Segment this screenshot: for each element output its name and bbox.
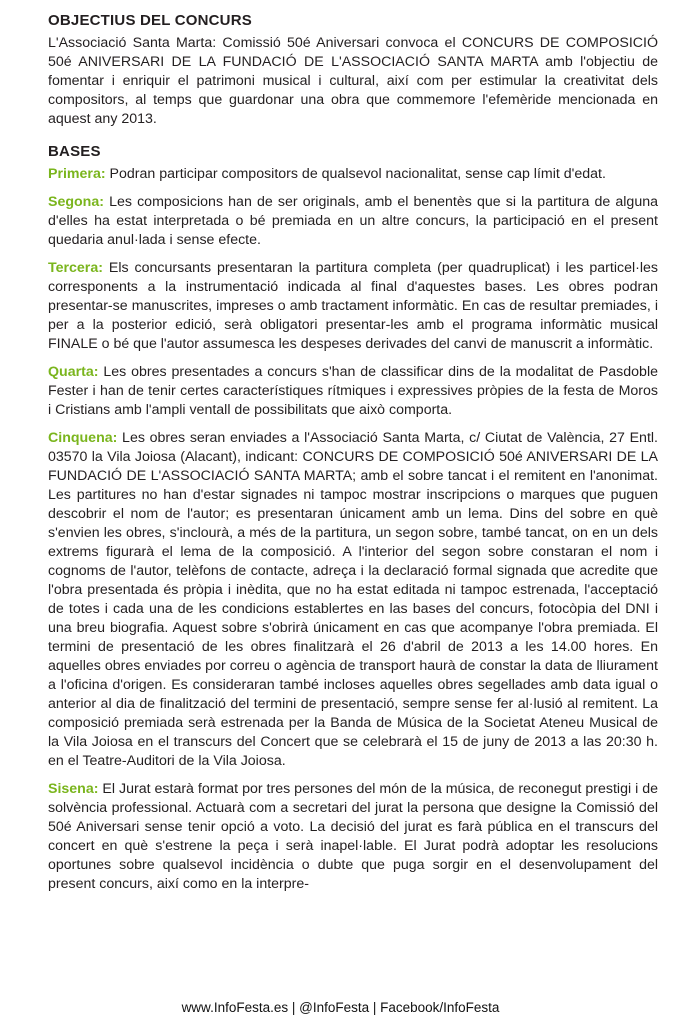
base-label: Primera: — [48, 166, 106, 182]
base-quarta — [48, 363, 658, 420]
base-label: Sisena: — [48, 781, 99, 797]
base-label: Quarta: — [48, 364, 99, 380]
base-label: Tercera: — [48, 260, 103, 276]
base-segona — [48, 193, 658, 250]
base-text: Els concursants presentaran la partitura completa (per quadruplicat) i les particel·les corresponents a la instrumentació indicada al final d'aquestes bases. Les obres podran presentar-se manuscrites, impreses o amb tractament informàtic. En cas de resultar premiades, i per a la posterior edició, serà obligatori presentar-les amb el programa informàtic musical FINALE o bé que l'autor assumesca les despeses derivades del canvi de manuscrit a informàtic. — [48, 260, 658, 352]
document-page — [48, 12, 658, 903]
base-text: Les composicions han de ser originals, amb el benentès que si la partitura de alguna d'elles ha estat interpretada o bé premiada en un altre concurs, la participació en el present quedaria anul·lada i sense efecte. — [48, 194, 658, 248]
base-label: Segona: — [48, 194, 104, 210]
base-text: Les obres seran enviades a l'Associació Santa Marta, c/ Ciutat de València, 27 Entl. 03570 la Vila Joiosa (Alacant), indicant: CONCURS DE COMPOSICIÓ 50é ANIVERSARI DE LA FUNDACIÓ DE L'ASSOCIACIÓ SANTA MARTA; amb el sobre tancat i el remitent en l'anonimat. Les partitures no han d'estar signades ni tampoc mostrar inscripcions o marques que puguen descobrir el nom de l'autor; es presentaran únicament amb un lema. Dins del sobre en què s'envien les obres, s'inclourà, a més de la partitura, un segon sobre, també tancat, on en un dels extrems figurarà el lema de la composició. A l'interior del segon sobre constaran el nom i cognoms de l'autor, telèfons de contacte, adreça i la declaració formal signada que acredite que l'obra presentada és pròpia i inèdita, que no ha estat editada ni tampoc estrenada, l'acceptació de totes i cada una de les condicions establertes en las bases del concurs, fotocòpia del DNI i una breu biografia. Aquest sobre s'obrirà únicament en cas que acompanye l'obra premiada. El termini de presentació de les obres finalitzarà el 26 d'abril de 2013 a les 14.00 hores. En aquelles obres enviades por correu o agència de transport haurà de constar la data de lliurament a l'oficina d'origen. Es consideraran també incloses aquelles obres segellades amb data igual o anterior al dia de finalització del termini de presentació, sempre sense fer al·lusió al remitent. La composició premiada serà estrenada per la Banda de Música de la Societat Ateneu Musical de la Vila Joiosa en el transcurs del Concert que se celebrarà el 15 de juny de 2013 a las 20:30 h. en el Teatre-Auditori de la Vila Joiosa. — [48, 430, 658, 769]
base-primera — [48, 165, 658, 184]
base-cinquena — [48, 429, 658, 771]
base-text: Podran participar compositors de qualsevol nacionalitat, sense cap límit d'edat. — [105, 166, 606, 182]
objectius-heading: OBJECTIUS DEL CONCURS — [48, 12, 252, 29]
bases-heading: BASES — [48, 143, 101, 160]
objectius-paragraph: L'Associació Santa Marta: Comissió 50é Aniversari convoca el CONCURS DE COMPOSICIÓ 50é ANIVERSARI DE LA FUNDACIÓ DE L'ASSOCIACIÓ SANTA MARTA amb l'objectiu de fomentar i enriquir el patrimoni musical i cultural, així com per estimular la creativitat dels compositors, al temps que guardonar una obra que commemore l'efemèride mencionada en aquest any 2013. — [48, 35, 658, 127]
base-label: Cinquena: — [48, 430, 118, 446]
base-text: Les obres presentades a concurs s'han de classificar dins de la modalitat de Pasdoble Fester i han de tenir certes característiques rítmiques i expressives pròpies de la festa de Moros i Cristians amb l'ampli ventall de possibilitats que això comporta. — [48, 364, 658, 418]
base-sisena — [48, 780, 658, 894]
footer-credits: www.InfoFesta.es | @InfoFesta | Facebook/InfoFesta — [181, 1000, 500, 1015]
base-tercera — [48, 259, 658, 354]
base-text: El Jurat estarà format por tres persones del món de la música, de reconegut prestigi i de solvència professional. Actuarà com a secretari del jurat la persona que designe la Comissió del 50é Aniversari sense tenir opció a voto. La decisió del jurat es farà pública en el transcurs del concert en què s'estrene la peça i serà inapel·lable. El Jurat podrà adoptar les resolucions oportunes sobre qualsevol incidència o dubte que puga sorgir en el desenvolupament del present concurs, així como en la interpre- — [48, 781, 658, 892]
